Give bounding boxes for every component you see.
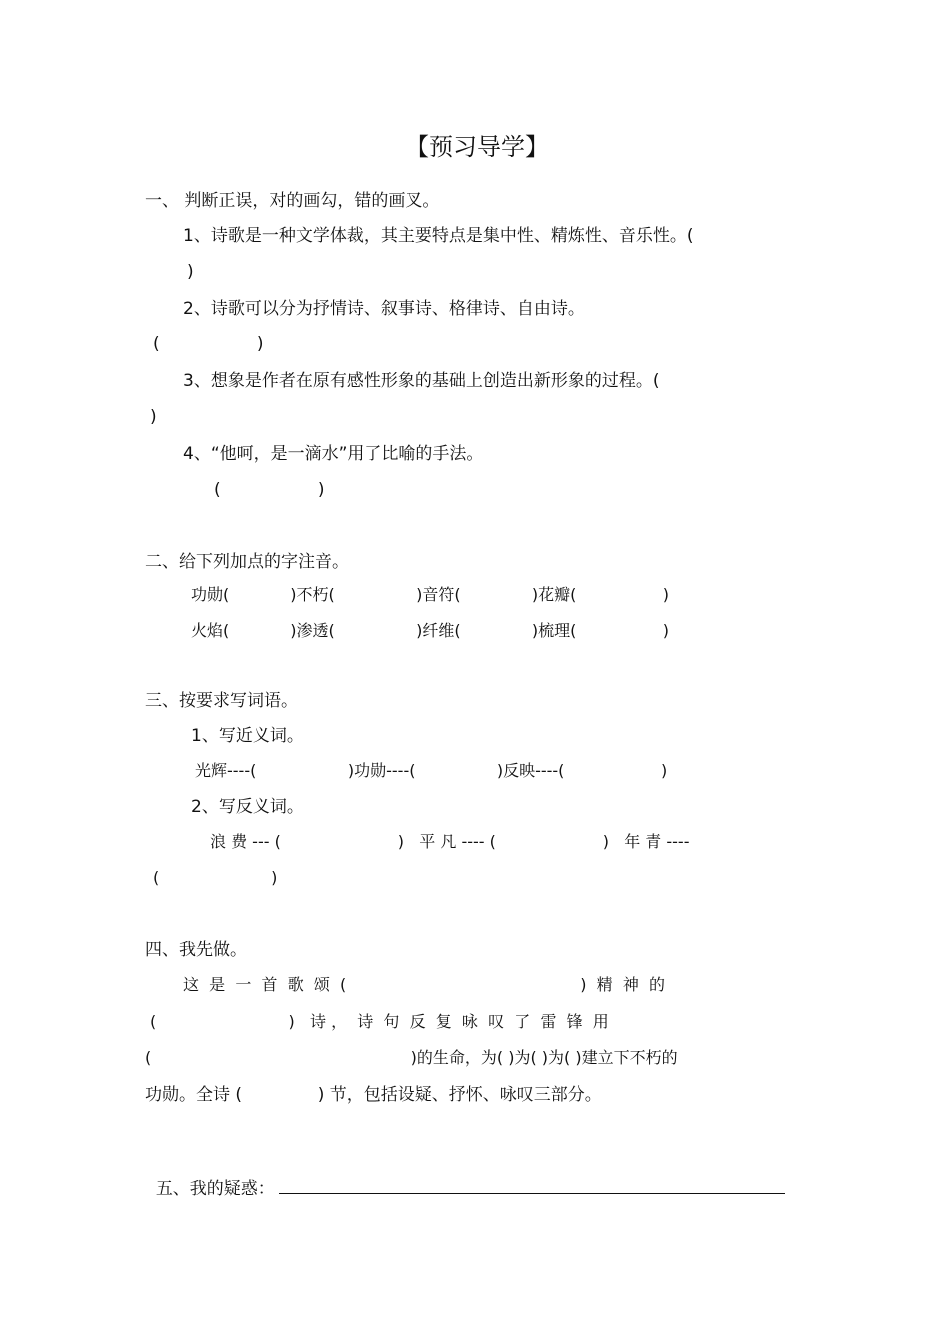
section-2-heading: 二、给下列加点的字注音。	[145, 552, 349, 572]
section-4-heading: 四、我先做。	[145, 940, 247, 960]
section-5-heading: 五、我的疑惑：	[155, 1179, 275, 1199]
antonym-subheading: 2、写反义词。	[191, 797, 304, 817]
question-4-line-1: 4、“他呵，是一滴水”用了比喻的手法。	[183, 444, 484, 464]
section-3-heading: 三、按要求写词语。	[145, 691, 298, 711]
question-3-line-1: 3、想象是作者在原有感性形象的基础上创造出新形象的过程。(	[183, 371, 660, 391]
answer-blank-line[interactable]	[279, 1177, 785, 1194]
synonym-row: 光辉----( )功勋----( )反映----( )	[195, 761, 668, 780]
pinyin-row-1: 功勋( )不朽( )音符( )花瓣( )	[191, 585, 670, 604]
antonym-row-1: 浪 费 --- ( ) 平 凡 ---- ( ) 年 青 ----	[210, 832, 690, 851]
question-1-line-1: 1、诗歌是一种文学体裁，其主要特点是集中性、精炼性、音乐性。(	[183, 226, 694, 246]
question-2-line-1: 2、诗歌可以分为抒情诗、叙事诗、格律诗、自由诗。	[183, 299, 585, 319]
section-1-heading: 一、 判断正误，对的画勾，错的画叉。	[145, 191, 440, 211]
antonym-row-2: ( )	[153, 868, 278, 887]
pinyin-row-2: 火焰( )渗透( )纤维( )梳理( )	[191, 621, 670, 640]
fill-line-1: 这 是 一 首 歌 颂 ( ) 精 神 的	[183, 975, 665, 994]
fill-line-4: 功勋。全诗 ( ) 节，包括设疑、抒怀、咏叹三部分。	[145, 1085, 602, 1105]
fill-line-2: ( ) 诗 ， 诗 句 反 复 咏 叹 了 雷 锋 用	[150, 1012, 609, 1031]
question-3-line-2: )	[150, 407, 157, 427]
section-5-row	[145, 1155, 785, 1200]
synonym-subheading: 1、写近义词。	[191, 726, 304, 746]
page-title: 【预习导学】	[405, 133, 549, 161]
question-2-line-2: ( )	[153, 334, 264, 354]
fill-line-3: ( )的生命，为( )为( )为( )建立下不朽的	[145, 1048, 678, 1067]
question-1-line-2: )	[187, 262, 194, 282]
question-4-line-2: ( )	[214, 480, 325, 500]
